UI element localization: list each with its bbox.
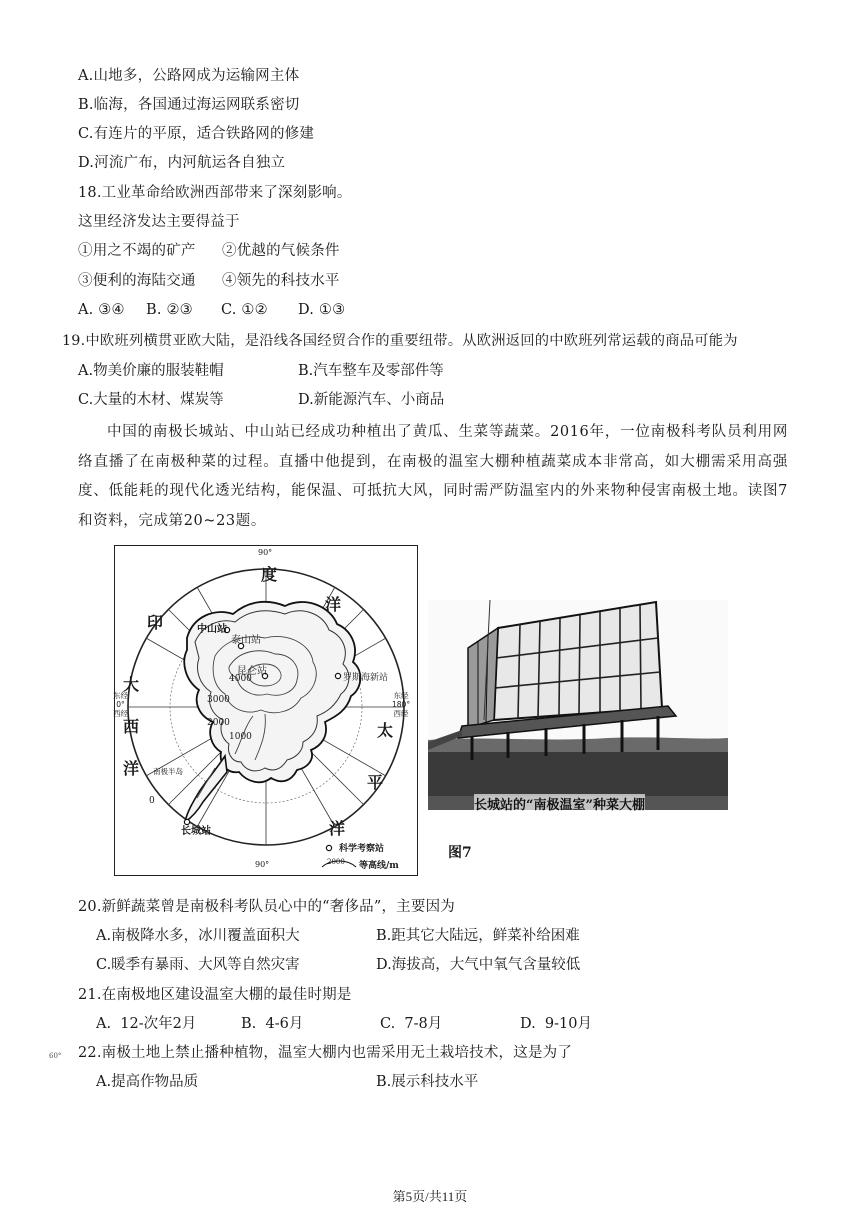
station-taishan: 泰山站 xyxy=(231,635,261,646)
legend-station-label: 科学考察站 xyxy=(339,844,385,854)
photo-caption: 长城站的“南极温室”种菜大棚 xyxy=(474,794,645,813)
greenhouse-photo-graphic xyxy=(428,600,728,810)
station-zhongshan: 中山站 xyxy=(197,624,227,635)
ocean-label-pacific-3: 洋 xyxy=(329,819,346,838)
ocean-label-atlantic-2: 西 xyxy=(123,717,140,736)
page-footer: 第5页/共11页 xyxy=(392,1189,468,1204)
q19-stem: 19.中欧班列横贯亚欧大陆，是沿线各国经贸合作的重要纽带。从欧洲返回的中欧班列常运载的商品可能为 xyxy=(62,333,738,349)
q18-item-2: ②优越的气候条件 xyxy=(222,243,340,259)
q17-option-c: C.有连片的平原，适合铁路网的修建 xyxy=(78,126,315,142)
q18-item-3: ③便利的海陆交通 xyxy=(78,273,196,289)
q18-stem: 18.工业革命给欧洲西部带来了深刻影响。 xyxy=(78,185,352,201)
ocean-label-indian-3: 洋 xyxy=(325,595,342,614)
station-kunlun: 昆仑站 xyxy=(237,666,267,677)
q21-option-d: D. 9-10月 xyxy=(520,1016,593,1032)
q17-option-d: D.河流广布，内河航运各自独立 xyxy=(78,155,286,171)
ocean-label-indian-2: 度 xyxy=(261,565,278,584)
q20-stem: 20.新鲜蔬菜曾是南极科考队员心中的“奢侈品”，主要因为 xyxy=(78,899,455,915)
map-lon-top: 90° xyxy=(258,548,273,557)
contour-label-2000: 2000 xyxy=(207,718,230,728)
legend-contour-label: 等高线/m xyxy=(359,861,399,871)
q19-option-a: A.物美价廉的服装鞋帽 xyxy=(78,363,224,379)
q20-option-d: D.海拔高，大气中氧气含量较低 xyxy=(376,957,581,973)
antarctica-map-graphic xyxy=(115,546,417,875)
q22-stem: 22.南极土地上禁止播种植物，温室大棚内也需采用无土栽培技术，这是为了 xyxy=(78,1045,573,1061)
ocean-label-indian-1: 印 xyxy=(147,613,164,632)
q21-option-a: A. 12-次年2月 xyxy=(96,1016,197,1032)
q18-option-b: B. ②③ xyxy=(146,302,193,318)
ocean-label-atlantic-1: 大 xyxy=(123,675,140,694)
station-changcheng: 长城站 xyxy=(181,826,211,837)
q17-option-a: A.山地多，公路网成为运输网主体 xyxy=(78,68,300,84)
q21-stem: 21.在南极地区建设温室大棚的最佳时期是 xyxy=(78,987,352,1003)
q20-option-a: A.南极降水多，冰川覆盖面积大 xyxy=(96,928,300,944)
reading-passage: 中国的南极长城站、中山站已经成功种植出了黄瓜、生菜等蔬菜。2016年，一位南极科考队员利用网络直播了在南极种菜的过程。直播中他提到，在南极的温室大棚种植蔬菜成本非常高，如大棚需采用高强度、低能耗的现代化透光结构，能保温、可抵抗大风，同时需严防温室内的外来物种侵害南极土地。读图7和资料，完成第20~23题。 xyxy=(78,424,788,529)
map-lon-bottom: 90° xyxy=(255,860,270,869)
map-lon-right: 东经 180° 西经 xyxy=(392,691,411,718)
q20-option-b: B.距其它大陆远，鲜菜补给困难 xyxy=(376,928,580,944)
ocean-label-atlantic-3: 洋 xyxy=(123,759,140,778)
contour-label-0: 0 xyxy=(149,796,155,806)
station-ross-sea: 罗斯海新站 xyxy=(343,673,389,683)
q18-stem-2: 这里经济发达主要得益于 xyxy=(78,214,240,230)
ocean-label-pacific-1: 太 xyxy=(377,721,394,740)
contour-label-4000: 4000 xyxy=(229,674,252,684)
q22-option-a: A.提高作物品质 xyxy=(96,1074,199,1090)
q18-option-c: C. ①② xyxy=(221,302,268,318)
ocean-label-pacific-2: 平 xyxy=(367,773,384,792)
legend-contour-value: 2000 xyxy=(327,858,345,866)
contour-label-1000: 1000 xyxy=(229,732,252,742)
margin-mark: 60° xyxy=(49,1052,62,1060)
antarctica-map xyxy=(114,545,418,876)
q18-option-a: A. ③④ xyxy=(78,302,125,318)
q19-option-d: D.新能源汽车、小商品 xyxy=(298,392,445,408)
q18-option-d: D. ①③ xyxy=(298,302,346,318)
map-legend xyxy=(321,840,415,874)
q20-option-c: C.暖季有暴雨、大风等自然灾害 xyxy=(96,957,300,973)
q18-item-1: ①用之不竭的矿产 xyxy=(78,243,196,259)
station-legend-icon xyxy=(323,842,335,854)
q22-option-b: B.展示科技水平 xyxy=(376,1074,479,1090)
q21-option-c: C. 7-8月 xyxy=(380,1016,443,1032)
q19-option-c: C.大量的木材、煤炭等 xyxy=(78,392,224,408)
q19-option-b: B.汽车整车及零部件等 xyxy=(298,363,444,379)
greenhouse-photo xyxy=(428,600,728,813)
contour-label-3000: 3000 xyxy=(207,695,230,705)
map-lon-left: 东经 0° 西经 xyxy=(113,691,128,718)
q18-item-4: ④领先的科技水平 xyxy=(222,273,340,289)
peninsula-label: 南极半岛 xyxy=(153,767,183,776)
figure-label: 图7 xyxy=(448,845,472,861)
q17-option-b: B.临海，各国通过海运网联系密切 xyxy=(78,97,300,113)
q21-option-b: B. 4-6月 xyxy=(241,1016,304,1032)
